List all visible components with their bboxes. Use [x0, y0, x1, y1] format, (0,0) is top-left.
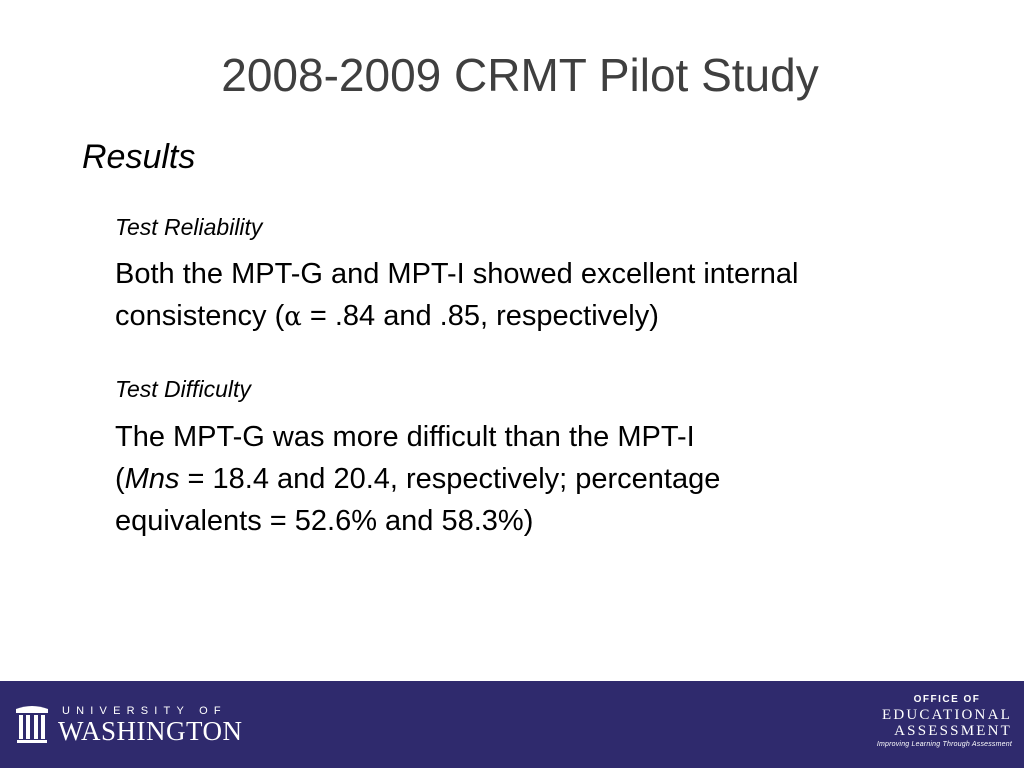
- reliability-line-1: Both the MPT-G and MPT-I showed excellent internal: [115, 258, 799, 290]
- slide-title: 2008-2009 CRMT Pilot Study: [221, 49, 819, 101]
- reliability-line-2-post: = .84 and .85, respectively): [301, 300, 659, 332]
- oea-tagline: Improving Learning Through Assessment: [876, 741, 1012, 748]
- difficulty-line-3: equivalents = 52.6% and 58.3%): [115, 505, 534, 537]
- uw-washington-text: WASHINGTON: [58, 716, 243, 746]
- difficulty-line-2-open: (: [115, 463, 125, 495]
- subheading-test-reliability: Test Reliability: [115, 214, 263, 240]
- difficulty-line-2: [115, 458, 975, 500]
- oea-educational-text: EDUCATIONAL: [881, 707, 1012, 723]
- uw-university-text: UNIVERSITY OF: [62, 705, 227, 717]
- difficulty-paragraph: [115, 416, 975, 542]
- difficulty-line-1: The MPT-G was more difficult than the MPT-I: [115, 421, 695, 453]
- oea-assessment-text: ASSESSMENT: [894, 723, 1012, 739]
- reliability-paragraph: [115, 253, 975, 338]
- oea-office-text: OFFICE OF: [913, 694, 981, 705]
- reliability-line-2-pre: consistency (: [115, 300, 285, 332]
- alpha-symbol: α: [284, 302, 302, 332]
- footer-bar: [0, 681, 1024, 768]
- reliability-line-2: [115, 295, 975, 338]
- section-heading-results: Results: [82, 138, 196, 176]
- uw-columns-icon: [14, 705, 50, 745]
- difficulty-line-2-post: = 18.4 and 20.4, respectively; percentage: [179, 463, 721, 495]
- mns-term: Mns: [124, 463, 180, 495]
- subheading-test-difficulty: Test Difficulty: [115, 376, 251, 402]
- oea-logo: [862, 693, 1012, 751]
- uw-logo: [14, 703, 254, 751]
